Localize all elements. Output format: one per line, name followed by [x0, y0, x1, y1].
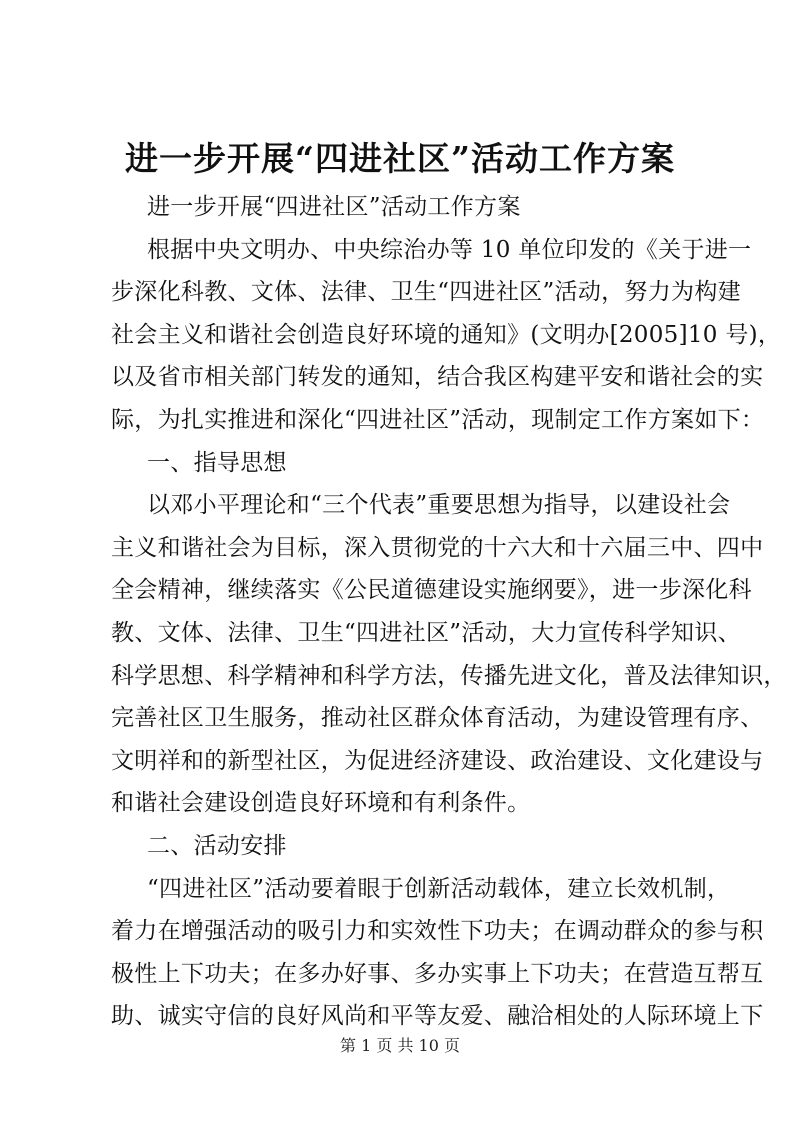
document-body — [111, 186, 787, 1038]
document-title: 进一步开展“四进社区”活动工作方案 — [125, 139, 675, 178]
body-line: 以邓小平理论和“三个代表”重要思想为指导，以建设社会 — [147, 492, 731, 519]
body-line: 教、文体、法律、卫生“四进社区”活动，大力宣传科学知识、 — [111, 619, 741, 646]
body-line: 步深化科教、文体、法律、卫生“四进社区”活动，努力为构建 — [111, 279, 741, 306]
page-number-footer: 第 1 页 共 10 页 — [340, 1036, 460, 1055]
body-line: 着力在增强活动的吸引力和实效性下功夫；在调动群众的参与积 — [111, 918, 764, 945]
body-line: 以及省市相关部门转发的通知，结合我区构建平安和谐社会的实 — [111, 364, 764, 391]
body-line: 际，为扎实推进和深化“四进社区”活动，现制定工作方案如下： — [111, 406, 765, 433]
body-line: 助、诚实守信的良好风尚和平等友爱、融洽相处的人际环境上下 — [111, 1003, 764, 1030]
body-line: 主义和谐社会为目标，深入贯彻党的十六大和十六届三中、四中 — [111, 534, 764, 561]
body-line: 文明祥和的新型社区，为促进经济建设、政治建设、文化建设与 — [111, 747, 764, 774]
body-line: “四进社区”活动要着眼于创新活动载体，建立长效机制， — [147, 875, 731, 902]
body-line: 根据中央文明办、中央综治办等 10 单位印发的《关于进一 — [147, 236, 752, 263]
body-line: 和谐社会建设创造良好环境和有利条件。 — [111, 790, 531, 817]
body-line: 进一步开展“四进社区”活动工作方案 — [147, 194, 521, 220]
section-heading: 二、活动安排 — [147, 832, 287, 859]
section-heading: 一、指导思想 — [147, 449, 287, 476]
body-line: 全会精神，继续落实《公民道德建设实施纲要》，进一步深化科 — [111, 577, 752, 604]
body-line: 社会主义和谐社会创造良好环境的通知》(文明办[2005]10 号)， — [111, 321, 782, 348]
body-line: 极性上下功夫；在多办好事、多办实事上下功夫；在营造互帮互 — [111, 960, 764, 987]
body-line: 科学思想、科学精神和科学方法，传播先进文化，普及法律知识， — [111, 662, 787, 689]
body-line: 完善社区卫生服务，推动社区群众体育活动，为建设管理有序、 — [111, 705, 764, 732]
